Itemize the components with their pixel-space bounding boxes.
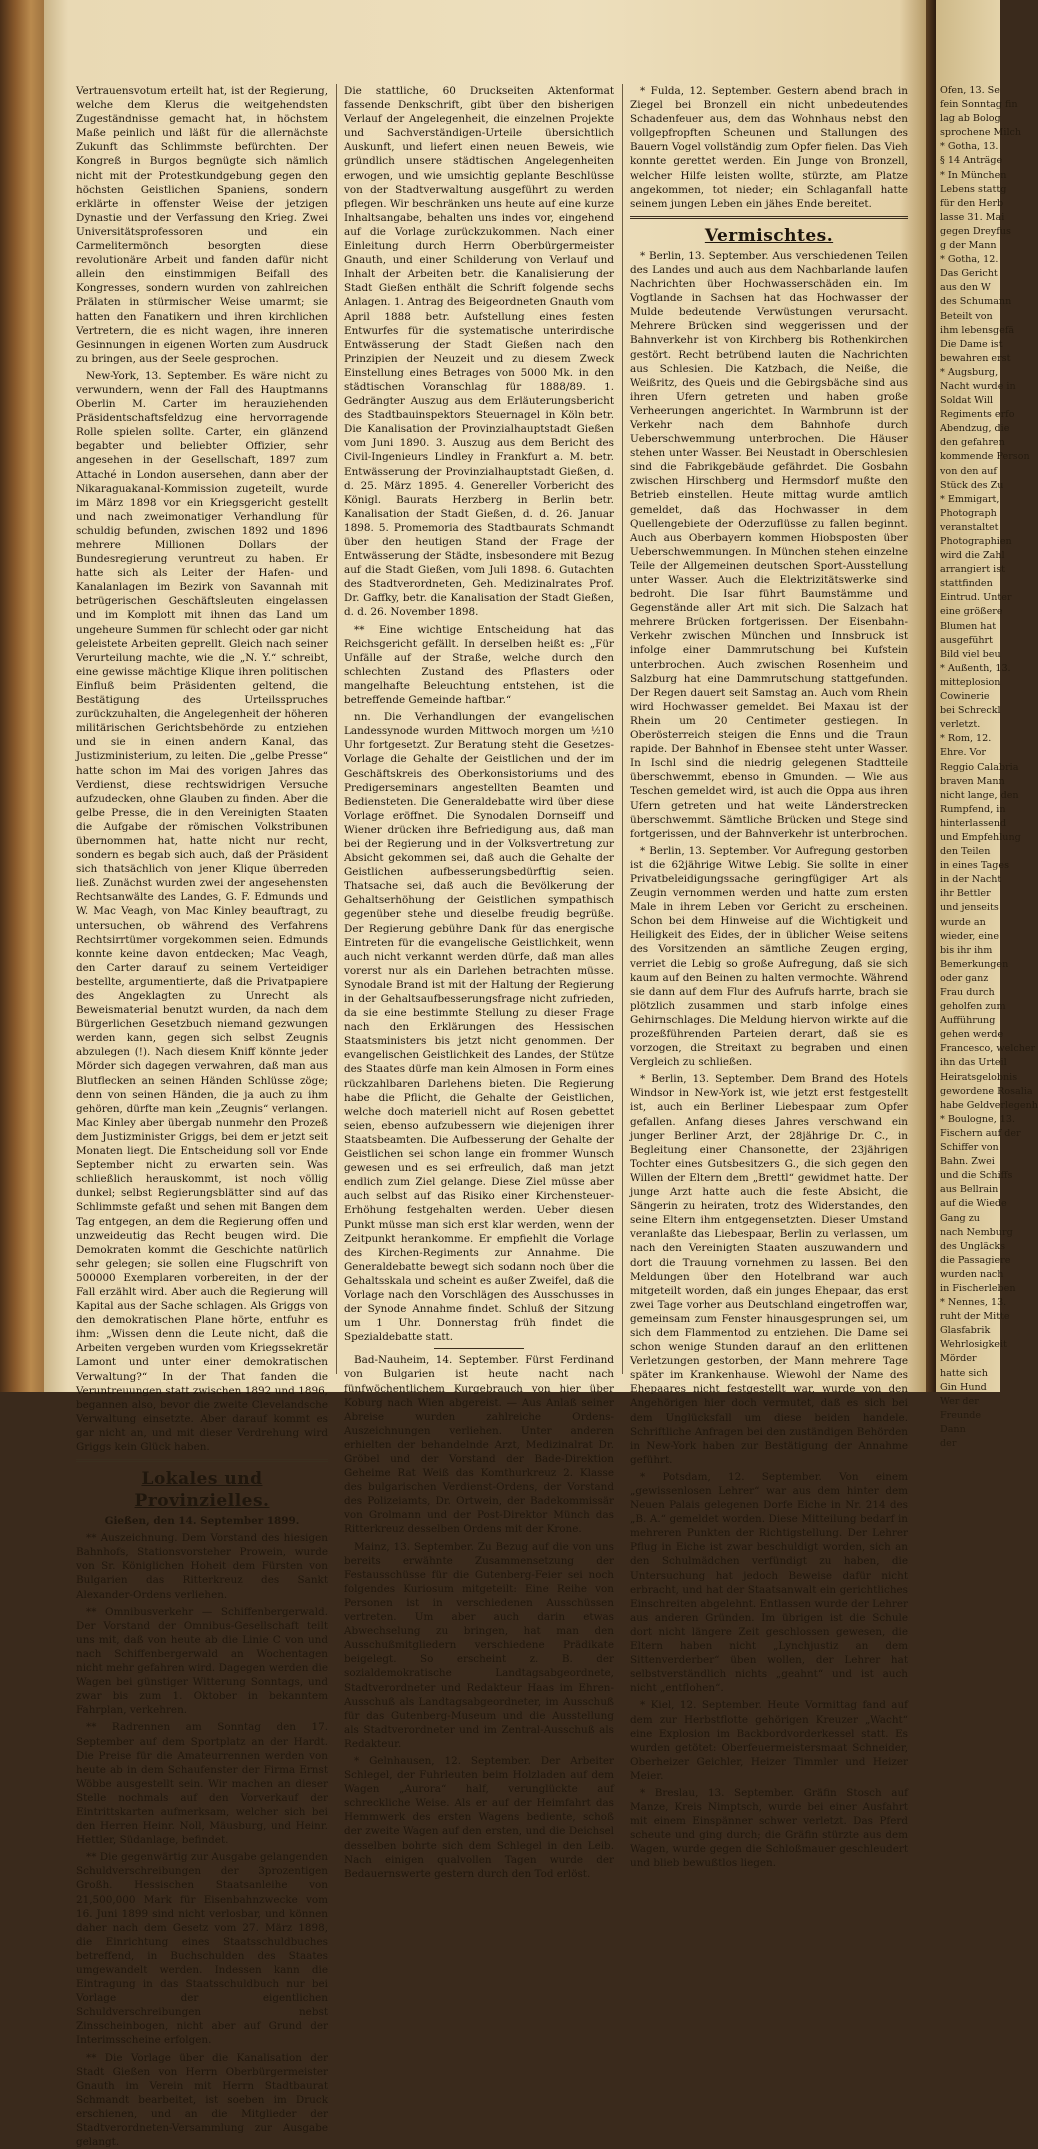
local-item-canalisation: ** Die Vorlage über die Kanalisation der Stadt Gießen von Herrn Oberbürgermeister Gnauth im Verein mit Herrn Stadtbaurat Schmandt bearbeitet, ist soeben im Druck erschienen, und an die Mitglieder der Stadtverordneten-Versammlung zur Ausgabe gelangt. bbox=[76, 2051, 328, 2149]
next-page-fragment: Photograph bbox=[940, 507, 997, 519]
column-rule bbox=[336, 84, 337, 1374]
next-page-fragment: Ofen, 13. Se bbox=[940, 85, 1000, 96]
next-page-fragment: Wer der bbox=[940, 1395, 979, 1407]
next-page-fragment: Bahn. Zwei bbox=[940, 1156, 995, 1168]
next-page-fragment: stattfinden bbox=[940, 578, 993, 590]
next-page-fragment: * Gotha, 13. bbox=[940, 141, 999, 153]
next-page-fragment: g der Mann bbox=[940, 240, 997, 252]
next-page-fragment: Lebens stattg bbox=[940, 183, 1007, 195]
next-page-fragment: wurden nach bbox=[940, 1268, 1004, 1280]
article-breslau: * Breslau, 13. September. Gräfin Stosch auf Manze, Kreis Nimptsch, wurde bei einer Ausfahrt mit einem Einspänner schwer verletzt. Das Pferd scheute und ging durch; die Gräfin stürzte aus dem Wagen, wurde gegen die Schloßmauer geschleudert und blieb bewußtlos liegen. bbox=[630, 1786, 908, 1870]
next-page-fragment: Dann bbox=[940, 1423, 966, 1435]
next-page-fragment: veranstaltet bbox=[940, 521, 999, 533]
next-page-fragment: * Augsburg, bbox=[940, 366, 999, 378]
next-page-fragment: braven Mann bbox=[940, 775, 1005, 787]
next-page-fragment: kommende Person bbox=[940, 451, 1030, 463]
next-page-fragment: wieder, eine bbox=[940, 930, 1000, 942]
next-page-fragment: und jenseits bbox=[940, 902, 999, 914]
next-page-fragment: des Schumann bbox=[940, 296, 1012, 308]
next-page-fragment: wird die Zahl bbox=[940, 550, 1005, 562]
next-page-fragment: * Boulogne, 13. bbox=[940, 1113, 1016, 1125]
column-2 bbox=[344, 84, 614, 1880]
next-page-fragment: * Gotha, 12. bbox=[940, 254, 999, 266]
next-page-fragment: gewordene Rosalia bbox=[940, 1085, 1033, 1097]
next-page-fragment: Cowinerie bbox=[940, 691, 990, 703]
short-divider bbox=[434, 1348, 524, 1349]
book-gutter bbox=[926, 0, 936, 1392]
next-page-fragment: und die Schiffs bbox=[940, 1170, 1013, 1182]
next-page-fragment: Die Dame ist bbox=[940, 338, 1003, 350]
next-page-fragment: * In München bbox=[940, 169, 1007, 181]
next-page-fragment: verletzt. bbox=[940, 719, 981, 731]
next-page-fragment: der bbox=[940, 1438, 957, 1449]
next-page-fragment: geholfen zum bbox=[940, 1001, 1006, 1013]
column-3 bbox=[630, 84, 908, 1870]
next-page-fragment: Nacht wurde in bbox=[940, 380, 1016, 392]
book-spine bbox=[0, 0, 44, 1392]
article-kiel: * Kiel, 12. September. Heute Vormittag fand auf dem zur Herbstflotte gehörigen Kreuzer „Wacht“ eine Explosion im Backbordvorderkessel statt. Es wurden getötet: Oberfeuermeistersmaat Schneider, Oberheizer Geichler, Heizer Timmler und Heizer Meier. bbox=[630, 1699, 908, 1782]
column-1 bbox=[76, 84, 328, 2149]
next-page-fragment: Mörder bbox=[940, 1353, 977, 1365]
local-dateline: Gießen, den 14. September 1899. bbox=[104, 1515, 300, 1528]
next-page-edge bbox=[936, 0, 1038, 1449]
next-page-fragment: Freunde bbox=[940, 1409, 982, 1421]
next-page-fragment: Photographien bbox=[940, 536, 1012, 547]
next-page-fragment: gehen werde bbox=[940, 1029, 1004, 1041]
next-page-fragment: bei Schreckl bbox=[940, 705, 1001, 717]
article-mainz: Mainz, 13. September. Zu Bezug auf die von uns bereits erwähnte Zusammensetzung der Festausschüsse für die Gutenberg-Feier sei noch folgendes Kuriosum mitgeteilt: Eine Reihe von Personen ist in verschiedenen Ausschüssen vertreten. Um aber auch darin etwas Abwechselung zu bringen, hat man den Ausschußmitgliedern verschiedene Prädikate beigelegt. So erscheint z. B. der sozialdemokratische Landtagsabgeordnete, Stadtverordneter und Redakteur Haas im Ehren-Ausschuß als Landtagsabgeordneter, im Ausschuß für das Gutenberg-Museum und die Ausstellung als Stadtverordneter und im Zentral-Ausschuß als Redakteur. bbox=[344, 1540, 614, 1750]
article-new-york-carter: New-York, 13. September. Es wäre nicht zu verwundern, wenn der Fall des Hauptmanns Oberlin M. Carter im herauziehenden Präsidentschaftsfeldzug eine hervorragende Rolle spielen sollte. Carter, ein glänzend begabter und beliebter Offizier, sehr angesehen in der Gesellschaft, 1897 zum Attaché in London ausersehen, dann aber der Nikaraguakanal-Kommission zugeteilt, wurde im März 1898 vor ein Kriegsgericht gestellt und nach zweimonatiger Verhandlung für schuldig befunden, zwischen 1892 und 1896 mehrere Millionen Dollars der Bundesregierung veruntreut zu haben. Er hatte sich als Leiter der Hafen- und Kanalanlagen im Bezirk von Savannah mit betrügerischen Geschäftsleuten eingelassen und im Komplott mit ihnen das Land um ungeheure Summen für schlecht oder gar nicht geleistete Arbeiten geprellt. Gleich nach seiner Verurteilung machte, wie die „N. Y.“ schreibt, eine gewisse mächtige Klique ihren politischen Einfluß beim Präsidenten geltend, die Bestätigung des Urteilsspruches zurückzuhalten, die Angelegenheit der höheren militärischen Gerichtsbehörde zu entziehen und sie in einen andern Kanal, das Justizministerium, zu leiten. Die „gelbe Presse“ hatte schon im Mai des vorigen Jahres das Verdienst, diese rechtswidrigen Versuche aufzudecken, ohne Glauben zu finden. Aber die gelbe Presse, die in den Vereinigten Staaten die Aufgabe der römischen Volkstribunen übernommen hat, hatte nicht nur recht, sondern es begab sich auch, daß der Präsident sich thatsächlich von jener Klique überreden ließ. Zunächst wurden zwei der angesehensten Rechtsanwälte des Landes, G. F. Edmunds und W. Mac Veagh, von Mac Kinley beauftragt, zu untersuchen, ob während des Verfahrens Rechtsirrtümer vorgekommen seien. Edmunds konnte keine davon entdecken; Mac Veagh, den Carter darauf zu seinem Verteidiger bestellte, argumentierte, daß die Privatpapiere des Angeklagten zu Unrecht als Beweismaterial benutzt wurden, da nach dem Bürgerlichen Gesetzbuch niemand gezwungen werden kann, gegen sich selbst Zeugnis abzulegen (!). Nach diesem Kniff könnte jeder Mörder sich dagegen verwahren, daß man aus Blutflecken an seinen Händen Schlüsse zöge; denn von seinen Händen, die ja auch zu ihm gehören, dürfte man kein „Zeugnis“ verlangen. Mac Kinley aber übergab nunmehr den Prozeß dem Justizminister Griggs, bei dem er jetzt seit Monaten liegt. Die Entscheidung soll vor Ende September nicht zu erwarten sein. Was schließlich herauskommt, ist noch völlig dunkel; selbst Regierungsblätter sind auf das Schlimmste gefaßt und sehen mit Bangen dem Tag entgegen, an dem die Regierung offen und unzweideutig das Recht beugen wird. Die Demokraten kommt die Geschichte natürlich sehr gelegen; sie sollen eine Flugschrift von 500000 Exemplaren vorbereiten, in der der Fall erzählt wird. Aber auch die Regierung will Kapital aus der Sache schlagen. Als Griggs von den demokratischen Plane hörte, entfuhr es ihm: „Wissen denn die Leute nicht, daß die Arbeiten vergeben wurden vom Kriegssekretär Lamont und unter einer demokratischen Verwaltung?“ In der That fanden die Veruntreuungen statt zwischen 1892 und 1896, begannen also, bevor die zweite Clevelandsche Verwaltung einsetzte. Aber darauf kommt es gar nicht an, und mit dieser Verdrehung wird Griggs kein Glück haben. bbox=[76, 369, 328, 1453]
next-page-fragment: Gang zu bbox=[940, 1212, 980, 1224]
article-berlin-witness: * Berlin, 13. September. Vor Aufregung gestorben ist die 62jährige Witwe Lebig. Sie sollte in einer Privatbeleidigungssache geringfügiger Art als Zeugin vernommen werden und hatte zum ersten Male in ihrem Leben vor Gericht zu erscheinen. Schon bei dem Hinweise auf die Wichtigkeit und Heiligkeit des Eides, der in üblicher Weise seitens des Vorsitzenden an sämtliche Zeugen erging, verriet die Lebig so große Aufregung, daß sie sich kaum auf den Beinen zu halten vermochte. Während sie dann auf dem Flur des Aufrufs harrte, brach sie plötzlich zusammen und starb infolge eines Gehirnschlages. Die Meldung hiervon wirkte auf die prozeßführenden Parteien derart, daß sie es vorzogen, die Streitaxt zu begraben und einen Vergleich zu schließen. bbox=[630, 844, 908, 1069]
next-page-fragment: Fischern auf der bbox=[940, 1127, 1021, 1139]
next-page-fragment: mitteplosion bbox=[940, 676, 1001, 688]
article-gelnhausen: * Gelnhausen, 12. September. Der Arbeiter Schlegel, der Fuhrleuten beim Holzladen auf dem Wagen „Aurora“ half, verunglückte auf schreckliche Weise. Als er auf der Heimfahrt das Hemmwerk des ersten Wagens bediente, schoß der zweite Wagen auf den ersten, und die Deichsel desselben bohrte sich dem Schlegel in den Leib. Nach einigen qualvollen Tagen wurde der Bedauernswerte gestern durch den Tod erlöst. bbox=[344, 1754, 614, 1880]
next-page-fragment: für den Herb bbox=[940, 197, 1004, 209]
next-page-fragment: lasse 31. Mai bbox=[940, 211, 1005, 223]
next-page-fragment: oder ganz bbox=[940, 972, 989, 984]
next-page-fragment: ausgeführt bbox=[940, 634, 993, 646]
local-item-bonds: ** Die gegenwärtig zur Ausgabe gelangenden Schuldverschreibungen der 3prozentigen Großh. Hessischen Staatsanleihe von 21,500,000 Mark für Eisenbahnzwecke vom 16. Juni 1899 sind nicht verlosbar, und können daher nach dem Gesetz vom 27. März 1898, die Einrichtung eines Staatsschuldbuches betreffend, in Buchschulden des Staates umgewandelt werden. Indessen kann die Eintragung in das Staatsschuldbuch nur bei Vorlage der eigentlichen Schuldverschreibungen nebst Zinsscheinbogen, nicht aber auf Grund der Interimsscheine erfolgen. bbox=[76, 1851, 328, 2047]
section-title-miscellaneous: Vermischtes. bbox=[704, 225, 834, 246]
column-rule bbox=[622, 84, 623, 1374]
next-page-fragment: des Ungläcks bbox=[940, 1240, 1006, 1252]
next-page-fragment: Schiffer von bbox=[940, 1142, 999, 1154]
next-page-fragment: Gin Hund bbox=[940, 1381, 987, 1393]
next-page-fragment: arrangiert ist bbox=[940, 564, 1006, 576]
next-page-fragment: Francesco, welcher bbox=[940, 1043, 1036, 1055]
next-page-fragment: fein Sonntag fin bbox=[940, 99, 1018, 111]
next-page-fragment: in Fischerleben bbox=[940, 1282, 1016, 1294]
next-page-fragment: hinterlassend bbox=[940, 817, 1007, 829]
article-canalisation-continuation: Die stattliche, 60 Druckseiten Aktenformat fassende Denkschrift, gibt über den bisherigen Verlauf der Angelegenheit, die einzelnen Projekte und Sachverständigen-Urteile übersichtlich Auskunft, und liefert einen neuen Beweis, wie gründlich unsere städtischen Angelegenheiten erwogen, und wie umsichtig geplante Beschlüsse von der Stadtverwaltung ausgeführt zu werden pflegen. Wir beschränken uns heute auf eine kurze Inhaltsangabe, behalten uns indes vor, eingehend auf die Vorlage zurückzukommen. Nach einer Einleitung durch Herrn Oberbürgermeister Gnauth, und einer Schilderung von Verlauf und Inhalt der Arbeiten betr. die Kanalisierung der Stadt Gießen enthält die Schrift folgende sechs Anlagen. 1. Antrag des Beigeordneten Gnauth vom April 1888 betr. Aufstellung eines festen Entwurfes für die systematische unterirdische Entwässerung der Stadt Gießen nach den Prinzipien der Neuzeit und zu diesem Zweck Einstellung eines Betrages von 5000 Mk. in den städtischen Voranschlag für 1888/89. 1. Gedrängter Auszug aus dem Erläuterungsbericht des Stadtbauinspektors Steuernagel in Köln betr. Die Kanalisation der Provinzialhauptstadt Gießen vom Juni 1890. 3. Auszug aus dem Bericht des Civil-Ingenieurs Lindley in Frankfurt a. M. betr. Entwässerung der Provinzialhauptstadt Gießen, d. d. 25. März 1895. 4. Genereller Vorbericht des Königl. Baurats Herzberg in Berlin betr. Kanalisation der Stadt Gießen, d. d. 26. Januar 1898. 5. Promemoria des Stadtbaurats Schmandt über den heutigen Stand der Frage der Entwässerung der Städte, insbesondere mit Bezug auf die Stadt Gießen, vom Juli 1898. 6. Gutachten des Stadtverordneten, Geh. Medizinalrates Prof. Dr. Gaffky, betr. die Kanalisation der Stadt Gießen, d. d. 26. November 1898. bbox=[344, 85, 614, 619]
next-page-fragment: Eintrud. Unter bbox=[940, 592, 1012, 604]
next-page-fragment: ihr Bettler bbox=[940, 888, 991, 900]
article-fulda: * Fulda, 12. September. Gestern abend brach in Ziegel bei Bronzell ein nicht unbedeutendes Schadenfeuer aus, dem das Wohnhaus nebst den vollgepfropften Scheunen und Stallungen des Bauern Vogel vollständig zum Opfer fielen. Das Vieh konnte gerettet werden. Ein Junge von Bronzell, welcher Hilfe leisten wollte, stürzte, am Platze angekommen, tot nieder; ein Schlaganfall hatte seinem jungen Leben ein jähes Ende bereitet. bbox=[630, 85, 908, 210]
next-page-fragment: eine größere bbox=[940, 606, 1003, 618]
next-page-fragment: in eines Tages bbox=[940, 860, 1009, 872]
article-bad-nauheim: Bad-Nauheim, 14. September. Fürst Ferdinand von Bulgarien ist heute nacht nach fünfwöchentlichem Kurgebrauch von hier über Koburg nach Wien abgereist. — Aus Anlaß seiner Abreise wurden zahlreiche Ordens-Auszeichnungen verliehen. Unter anderen erhielten der behandelnde Arzt, Medizinalrat Dr. Gröbel und der Vorstand der Bade-Direktion Geheime Rat Weiß das Komthurkreuz 2. Klasse des bulgarischen Verdienst-Ordens, der Vorstand des Polizeiamts, Dr. Ortwein, der Badekommissär von Grolmann und der Post-Direktor Münch das Ritterkreuz desselben Ordens mit der Krone. bbox=[344, 1354, 614, 1536]
article-reichsgericht: ** Eine wichtige Entscheidung hat das Reichsgericht gefällt. In derselben heißt es: „Für Unfälle auf der Straße, welche durch den schlechten Zustand des Pflasters oder mangelhafte Beleuchtung entstehen, ist die betreffende Gemeinde haftbar.“ bbox=[344, 623, 614, 707]
next-page-text bbox=[936, 0, 1038, 1451]
next-page-fragment: Heiratsgelobnis bbox=[940, 1071, 1018, 1083]
next-page-fragment: den gefahren bbox=[940, 437, 1005, 449]
article-berlin-hotel-windsor: * Berlin, 13. September. Dem Brand des Hotels Windsor in New-York ist, wie jetzt erst festgestellt ist, auch ein Berliner Liebespaar zum Opfer gefallen. Anfang dieses Jahres verschwand ein junger Berliner Arzt, der 28jährige Dr. C., in Begleitung einer Chansonette, der 23jährigen Tochter eines Gutsbesitzers G., die sich gegen den Willen der Eltern dem „Brettl“ gewidmet hatte. Der junge Arzt hatte auch die feste Absicht, die Sängerin zu heiraten, trotz des Widerstandes, den seine Eltern ihm entgegensetzten. Dieser Umstand veranlaßte das Liebespaar, Berlin zu verlassen, um nach den Vereinigten Staaten auszuwandern und dort die Trauung vornehmen zu lassen. Bei den Meldungen über den Hotelbrand war auch mitgeteilt worden, daß ein junges Ehepaar, das erst zwei Tage vorher aus Deutschland eingetroffen war, gemeinsam zum Fenster hinausgesprungen sei, um sich dem Flammentod zu entziehen. Die Dame sei schon wenige Stunden darauf an den erlittenen Verletzungen gestorben, der Mann mehrere Tage später im Krankenhause. Wiewohl der Name des Ehepaares nicht festgestellt war, wurde von den Angehörigen hier doch vermutet, daß es sich bei dem Unglücksfall um diese beiden handele. Schriftliche Anfragen bei den zuständigen Behörden in New-York haben zur Bestätigung der Annahme geführt. bbox=[630, 1073, 908, 1466]
next-page-fragment: Blumen hat bbox=[940, 620, 997, 632]
next-page-fragment: auf die Wiede bbox=[940, 1198, 1007, 1210]
next-page-fragment: aus den W bbox=[940, 282, 991, 294]
next-page-fragment: Ehre. Vor bbox=[940, 747, 986, 759]
section-divider bbox=[76, 1459, 328, 1462]
next-page-fragment: habe Geldverlegenh bbox=[940, 1099, 1038, 1111]
next-page-fragment: wurde an bbox=[940, 916, 986, 928]
next-page-fragment: Frau durch bbox=[940, 987, 995, 998]
next-page-fragment: Rumpfend, in bbox=[940, 803, 1006, 815]
local-item-omnibus: ** Omnibusverkehr — Schiffenbergerwald. Der Vorstand der Omnibus-Gesellschaft teilt uns mit, daß von heute ab die Linie C von und nach Schiffenbergerwald an Wochentagen nicht mehr gefahren wird. Dagegen werden die Wagen bei günstiger Witterung Sonntags, und zwar bis zum 1. Oktober in bekanntem Fahrplan, verkehren. bbox=[76, 1605, 328, 1717]
next-page-fragment: Beteilt von bbox=[940, 310, 993, 322]
next-page-fragment: aus Bellrain bbox=[940, 1184, 999, 1196]
next-page-fragment: den Teilen bbox=[940, 846, 991, 858]
next-page-fragment: * Nennes, 13. bbox=[940, 1297, 1007, 1309]
next-page-fragment: ruht der Mitte bbox=[940, 1311, 1010, 1323]
next-page-fragment: Wehrlosigkeit bbox=[940, 1339, 1007, 1351]
local-item-award: ** Auszeichnung. Dem Vorstand des hiesigen Bahnhofs, Stationsvorsteher Prowein, wurde von Sr. Königlichen Hoheit dem Fürsten von Bulgarien das Ritterkreuz des Sankt Alexander-Ordens verliehen. bbox=[76, 1532, 328, 1601]
article-berlin-flood: * Berlin, 13. September. Aus verschiedenen Teilen des Landes und auch aus dem Nachbarlande laufen Nachrichten über Hochwasserschäden ein. Im Vogtlande in Sachsen hat das Hochwasser der Mulde bedeutende Verwüstungen verursacht. Mehrere Brücken sind weggerissen und der Bahnverkehr ist von Kirchberg bis Rothenkirchen gestört. Recht betrübend lauten die Nachrichten aus Schlesien. Die Katzbach, die Neiße, die Weißritz, des Queis und die Gebirgsbäche sind aus ihren Ufern getreten und haben große Verheerungen angerichtet. In Warmbrunn ist der Verkehr nach dem Bahnhofe durch Ueberschwemmung unterbrochen. Die Häuser stehen unter Wasser. Bei Neustadt in Oberschlesien sind die Fabrikgebäude gefährdet. Die Gosbahn zwischen Hirschberg und Hermsdorf mußte den Betrieb einstellen. Heute mittag wurde amtlich gemeldet, daß das Hochwasser in dem Quellengebiete der Oderzuflüsse zu fallen beginnt. Auch aus Oberbayern kommen Hiobsposten über Ueberschwemmungen. In München stehen einzelne Teile der Allgemeinen deutschen Sport-Ausstellung unter Wasser. Auch die Elektrizitätswerke sind bedroht. Die Isar führt Baumstämme und Gegenstände aller Art mit sich. Die Salzach hat mehrere Brücken fortgerissen. Der Eisenbahn-Verkehr zwischen München und Innsbruck ist infolge einer Dammrutschung bei Kufstein unterbrochen. Auch zwischen Rosenheim und Salzburg hat eine Dammrutschung stattgefunden. Der Regen dauert seit Samstag an. Auch vom Rhein wird Hochwasser gemeldet. Bei Maxau ist der Rhein um 20 Centimeter gestiegen. In Oberösterreich steigen die Enns und die Traun rapide. Der Bahnhof in Ebensee steht unter Wasser. In Ischl sind die niedrig gelegenen Stadtteile überschwemmt, ebenso in Gmunden. — Wie aus Teschen gemeldet wird, ist auch die Oppa aus ihren Ufern getreten und hat weite Länderstrecken überschwemmt. Sämtliche Brücken und Stege sind fortgerissen, und der Bahnverkehr ist unterbrochen. bbox=[630, 249, 908, 840]
next-page-fragment: ihm lebensgefä bbox=[940, 324, 1015, 336]
next-page-fragment: Stück des Zu bbox=[940, 479, 1004, 491]
next-page-fragment: bewahren erst bbox=[940, 352, 1011, 364]
next-page-fragment: Glasfabrik bbox=[940, 1325, 991, 1337]
next-page-fragment: in der Nacht bbox=[940, 874, 1002, 886]
next-page-fragment: Reggio Calabria bbox=[940, 761, 1019, 773]
next-page-fragment: § 14 Anträge bbox=[940, 155, 1003, 167]
next-page-fragment: * Rom, 12. bbox=[940, 733, 992, 745]
next-page-fragment: lag ab Bolog bbox=[940, 113, 1001, 125]
local-item-cycling: ** Radrennen am Sonntag den 17. September auf dem Sportplatz an der Hardt. Die Preise für die Amateurrennen werden von heute ab in dem Schaufenster der Firma Ernst Wöbbe ausgestellt sein. Wir machen an dieser Stelle nochmals auf den Vorverkauf der Eintrittskarten aufmerksam, welcher sich bei den Herren Heinr. Noll, Mäusburg, und Heinr. Hettler, Südanlage, befindet. bbox=[76, 1721, 328, 1847]
next-page-fragment: Regiments erfo bbox=[940, 409, 1015, 421]
article-potsdam: * Potsdam, 12. September. Von einem „gewissenlosen Lehrer“ war aus dem hinter dem Neuen Palais gelegenen Dorfe Eiche in Nr. 214 des „B. A.“ gemeldet worden. Diese Mitteilung bedarf in mehreren Punkten der Richtigstellung. Der Lehrer Pflug in Eiche ist zwar beschuldigt worden, sich an den Schulmädchen verfündigt zu haben, die Untersuchung hat jedoch Beweise dafür nicht erbracht, und hat der Staatsanwalt ein gerichtliches Einschreiten abgelehnt. Entlassen wurde der Lehrer aus anderen Gründen. Im übrigen ist die Schule dort nicht längere Zeit geschlossen gewesen, die Eltern haben nicht „Lynchjustiz an dem Sittenverderber“ üben wollen, der Lehrer hat selbstverständlich nichts „geahnt“ und ist auch nicht „entflohen“. bbox=[630, 1470, 908, 1695]
next-page-fragment: die Passagiere bbox=[940, 1254, 1011, 1266]
section-divider bbox=[630, 216, 908, 219]
next-page-fragment: und Empfehlung bbox=[940, 831, 1021, 843]
next-page-fragment: von den auf bbox=[940, 465, 997, 477]
next-page-fragment: nach Nemburg bbox=[940, 1226, 1013, 1238]
next-page-fragment: hatte sich bbox=[940, 1367, 988, 1379]
section-title-local: Lokales und Provinzielles. bbox=[134, 1469, 270, 1512]
next-page-fragment: Abendzug, die bbox=[940, 423, 1010, 435]
next-page-fragment: gegen Dreyfus bbox=[940, 225, 1011, 237]
next-page-fragment: Soldat Will bbox=[940, 395, 994, 407]
next-page-fragment: Aufführung bbox=[940, 1015, 996, 1027]
next-page-fragment: sprochene Milch bbox=[940, 127, 1022, 139]
next-page-fragment: Bild viel beu bbox=[940, 648, 1001, 660]
article-spain-continuation: Vertrauensvotum erteilt hat, ist der Regierung, welche dem Klerus die weitgehendsten Zugeständnisse gemacht hat, in höchstem Maße peinlich und läßt für die allernächste Zukunft das Schlimmste befürchten. Der Kongreß in Burgos begnügte sich nämlich nicht mit der Protestkundgebung gegen den höchsten Geistlichen Spaniens, sondern erklärte in offenster Weise der jetzigen Dynastie und der Verfassung den Krieg. Zwei Universitätsprofessoren und ein Carmelitermönch besorgten diese revolutionäre Arbeit und fanden dafür nicht allein den einstimmigen Beifall des Kongresses, sondern wurden von zahlreichen Prälaten in stürmischer Weise umarmt; sie hatten den Fanatikern und ihren kirchlichen Vertretern, die es nicht wagen, ihre inneren Gesinnungen in eigenen Worten zum Ausdruck zu bringen, aus der Seele gesprochen. bbox=[76, 85, 328, 365]
next-page-fragment: * Außenth, 13. bbox=[940, 662, 1011, 674]
article-landessynode: nn. Die Verhandlungen der evangelischen Landessynode wurden Mittwoch morgen um ½10 Uhr fortgesetzt. Zur Beratung steht die Gesetzes-Vorlage die Gehalte der Geistlichen und der im Geschäftskreis des Oberkonsistoriums und des Predigerseminars angestellten Beamten und Bediensteten. Die Generaldebatte wird über diese Vorlage eröffnet. Die Synodalen Dornseiff und Wiener drücken ihre Befriedigung aus, daß man bei der Regierung und in der Volksvertretung zur Absicht gekommen sei, daß auch die Gehalte der Geistlichen aufbesserungsbedürftig seien. Thatsache sei, daß auch die Bevölkerung der Gehaltserhöhung der Geistlichen sympathisch gegenüber stehe und dieselbe freudig begrüße. Der Regierung gebühre Dank für das energische Eintreten für die evangelische Geistlichkeit, wenn auch nicht verkannt werden dürfe, daß man alles vorerst nur als ein Darlehen betrachten müsse. Synodale Brand ist mit der Haltung der Regierung in der Gehaltsaufbesserungsfrage nicht zufrieden, da sie eine bestimmte Stellung zu dieser Frage nach den Erklärungen des Hessischen Staatsministers bis jetzt nicht genommen. Der evangelischen Geistlichkeit des Landes, der Stütze des Staates dürfe man kein Almosen in Form eines rückzahlbaren Darlehens bieten. Die Regierung habe die Pflicht, die Gehalte der Geistlichen, welche doch materiell nicht auf Rosen gebettet seien, ebenso aufzubessern wie diejenigen ihrer Staatsbeamten. Die Aufbesserung der Gehalte der Geistlichen sei schon lange ein frommer Wunsch gewesen und es sei erfreulich, daß man jetzt endlich zum Ziel gelange. Diese Ziel müsse aber auch selbst auf das Risiko einer Kirchensteuer-Erhöhung festgehalten werden. Ueber diesen Punkt müsse man sich erst klar werden, wenn der Zeitpunkt herankomme. Er empfiehlt die Vorlage des Kirchen-Regiments zur Annahme. Die Generaldebatte bewegt sich sodann noch über die Gehaltsskala und scheint es außer Zweifel, daß die Vorlage nach den Vorschlägen des Ausschusses in der Synode Annahme findet. Schluß der Sitzung um 1 Uhr. Donnerstag früh findet die Spezialdebatte statt. bbox=[344, 711, 614, 1344]
newspaper-page bbox=[44, 0, 926, 2149]
next-page-fragment: Das Gericht bbox=[940, 268, 998, 280]
next-page-fragment: bis ihr ihm bbox=[940, 944, 993, 956]
next-page-fragment: * Emmigart, bbox=[940, 493, 1000, 505]
next-page-fragment: Bemerkungen bbox=[940, 958, 1009, 970]
next-page-fragment: ihn das Urteil bbox=[940, 1057, 1007, 1069]
next-page-fragment: nicht lange, den bbox=[940, 789, 1019, 801]
